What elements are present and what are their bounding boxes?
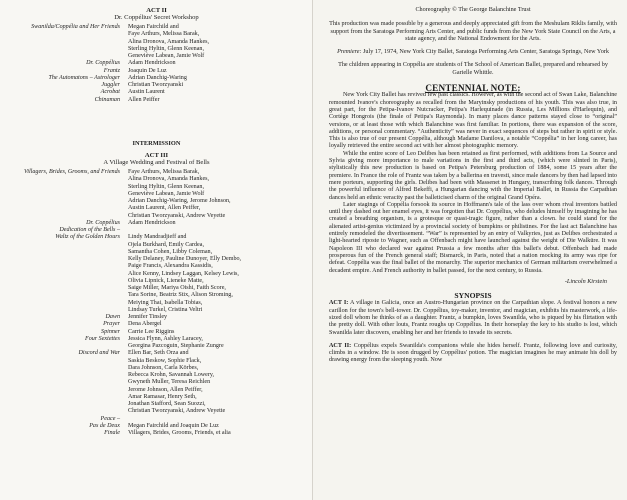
cast-row <box>0 350 313 357</box>
cast-row <box>0 379 313 386</box>
cast-row <box>0 60 313 67</box>
role-name <box>0 205 128 212</box>
role-name: Dr. Coppélius <box>86 60 120 67</box>
cast-row <box>0 307 313 314</box>
role-name: Dedication of the Bells – <box>59 227 120 233</box>
role-name <box>0 292 128 299</box>
cast-names: Dara Johnson, Carla Körbes, <box>128 364 199 371</box>
cast-names: Christian Tworzyanski, Andrew Veyette <box>128 408 226 415</box>
cast-names: Sterling Hyltin, Glenn Keenan, <box>128 45 204 52</box>
cast-row <box>0 31 313 38</box>
role-name <box>0 408 128 415</box>
cast-names: Adam Hendrickson <box>128 219 176 226</box>
role-name <box>0 300 128 307</box>
cast-names: Amar Ramasar, Henry Seth, <box>128 393 197 400</box>
role-name <box>0 39 128 46</box>
cast-names: Ellen Bar, Seth Orza and <box>128 350 189 357</box>
funding-note: This production was made possible by a generous and deeply appreciated gift from the Meshulam Riklis family, with support from the Saratoga Performing Arts Center, and public funds from the New York State Council on the Arts, a state agency, and the National Endowment for the Arts. <box>329 21 617 42</box>
cast-row <box>0 416 313 423</box>
cast-row <box>0 314 313 321</box>
role-name: Four Sextettes <box>84 335 120 342</box>
synopsis-act2-text: Coppélius expels Swanilda's companions while she hides herself. Frantz, following love and curiosity, climbs in a window. He is soon drugged by Coppélius' potion. The magician imagines he may animate his doll by drawing energy from the sleeping youth. Now <box>329 342 617 364</box>
cast-row <box>0 387 313 394</box>
cast-names: Lindy Mandradjieff and <box>128 234 187 241</box>
role-name <box>0 53 128 60</box>
role-name <box>0 249 128 256</box>
choreography-credit: Choreography © The George Balanchine Trust <box>415 7 531 13</box>
role-name: Acrobat <box>100 89 120 96</box>
role-name: Frantz <box>103 67 120 74</box>
cast-names: Meiying Thai, Isabella Tobias, <box>128 299 203 306</box>
premiere-note <box>329 49 617 56</box>
role-name: The Automatons – Astrologer <box>48 74 120 81</box>
cast-names: Rebecca Krohn, Savannah Lowery, <box>128 372 215 378</box>
cast-names: Georgina Pazcoguin, Stephanie Zungre <box>128 343 224 349</box>
cast-row <box>0 358 313 365</box>
role-name: Dawn <box>105 314 120 320</box>
synopsis-act1 <box>329 300 617 336</box>
role-name <box>0 256 128 263</box>
synopsis-act2-label: ACT II: <box>329 342 352 349</box>
centennial-paragraph-2: While the entire score of Leo Delibes has been retained as first performed, with additions from La Source and Sylvia giving more importance to male variations in the first and third acts, (which were slinted in Paris), stylistically this new production is based on Petipa's Petersburg production of 1884, some 15 years after the premiere. In France the role of Frantz was taken by a ballerina en travesti, since male dancers by then had lapsed into mere porteurs, supporting the girls. Delibes had been with Massenet in Hungary, transcribing folk dances. Through the powerful influence of Alfred Bekeffi, a Hungarian dancing with the Imperial Ballet, in Russia the Carpathian dances held an ethnic veracity past the balleticised charm of the original Grand Opéra. <box>329 150 617 201</box>
role-name: Peace – <box>100 415 120 422</box>
cast-row <box>0 220 313 227</box>
role-name: Discord and War <box>78 350 120 357</box>
cast-row <box>0 256 313 263</box>
cast-names: Adam Hendrickson <box>128 60 176 67</box>
cast-row <box>0 39 313 46</box>
cast-names: Lindsay Turkel, Cristina Veltri <box>128 306 203 313</box>
role-name <box>0 401 128 408</box>
cast-row <box>0 205 313 212</box>
cast-names: Jennifer Tinsley <box>128 314 168 320</box>
act3-heading <box>0 152 313 167</box>
synopsis-act2 <box>329 343 617 365</box>
role-name: Swanilda/Coppélia and Her Friends <box>31 24 120 30</box>
cast-names: Tara Sorine, Beatriz Stix, Alison Stroming, <box>128 292 233 299</box>
cast-row <box>0 394 313 401</box>
act3-subtitle: A Village Wedding and Festival of Bells <box>103 159 210 167</box>
cast-row <box>0 336 313 343</box>
role-name <box>0 31 128 38</box>
cast-names: Faye Arthurs, Melissa Barak, <box>128 31 200 38</box>
cast-row <box>0 191 313 198</box>
cast-names: Christian Tworzyanski <box>128 82 184 88</box>
cast-names: Geneviève Labean, Jamie Wolf <box>128 190 205 197</box>
role-name <box>0 394 128 401</box>
cast-row <box>0 89 313 96</box>
cast-names: Paige Francis, Alexandra Kassidis, <box>128 263 213 270</box>
centennial-title: CENTENNIAL NOTE: <box>425 83 521 94</box>
cast-names: Alice Kenny, Lindsey Laggan, Kelsey Lewis, <box>128 270 239 277</box>
cast-names: Megan Fairchild and Joaquin De Luz <box>128 422 219 429</box>
role-name <box>0 307 128 314</box>
cast-row <box>0 213 313 220</box>
act2-cast-list <box>0 24 313 104</box>
cast-row <box>0 285 313 292</box>
cast-names: Christian Tworzyanski, Andrew Veyette <box>128 212 226 219</box>
cast-names: Adrian Danchig-Waring <box>128 74 187 81</box>
role-name <box>0 358 128 365</box>
cast-names: Jessica Flynn, Ashley Laracey, <box>128 335 203 342</box>
cast-row <box>0 169 313 176</box>
role-name <box>0 379 128 386</box>
role-name: Villagers, Brides, Grooms, and Friends <box>24 169 120 175</box>
role-name: Waltz of the Golden Hours <box>55 234 120 241</box>
cast-row <box>0 365 313 372</box>
synopsis-act1-label: ACT I: <box>329 300 349 307</box>
act2-subtitle: Dr. Coppélius' Secret Workshop <box>114 14 199 22</box>
role-name <box>0 343 128 350</box>
cast-row <box>0 278 313 285</box>
cast-names: Austin Laurent <box>128 89 165 96</box>
cast-row <box>0 271 313 278</box>
cast-names: Alina Dronova, Amanda Hankes, <box>128 176 210 183</box>
role-name <box>0 285 128 292</box>
act3-title: ACT III <box>144 152 169 159</box>
signature: -Lincoln Kirstein <box>564 278 607 285</box>
cast-names: Kelly Delaney, Pauline Dunoyer, Elly Dembo, <box>128 256 242 262</box>
role-name: Chinaman <box>94 96 120 103</box>
role-name <box>0 198 128 205</box>
role-name: Pas de Deux <box>89 422 120 429</box>
role-name: Juggler <box>101 82 120 88</box>
cast-row <box>0 292 313 299</box>
cast-names: Faye Arthurs, Melissa Barak, <box>128 169 200 175</box>
cast-names: Ojela Burkhard, Emily Cardea, <box>128 241 204 248</box>
cast-names: Gwyneth Muller, Teresa Reichlen <box>128 379 211 386</box>
cast-names: Dena Abergel <box>128 321 162 328</box>
cast-names: Olivia Lipnick, Lieneke Matte, <box>128 277 204 284</box>
cast-names: Austin Laurent, Allen Peiffer, <box>128 205 201 212</box>
cast-row <box>0 97 313 104</box>
cast-row <box>0 249 313 256</box>
cast-names: Carrie Lee Riggins <box>128 328 175 335</box>
cast-names: Sterling Hyltin, Glenn Keenan, <box>128 183 204 190</box>
role-name <box>0 46 128 53</box>
left-page <box>0 0 313 500</box>
premiere-text: July 17, 1974, New York City Ballet, Saratoga Performing Arts Center, Saratoga Springs, New York <box>363 49 609 56</box>
cast-row <box>0 75 313 82</box>
cast-row <box>0 184 313 191</box>
act2-title: ACT II <box>146 7 167 14</box>
role-name <box>0 176 128 183</box>
synopsis-act1-text: A village in Galicia, once an Austro-Hungarian province on the Carpathian slope. A festival honors a new carillon for the town's bell-tower. Dr. Coppélius, toy-maker, inventor, and magician, exhibits his masterwork, a life-sized doll whom he thinks of as a daughter. Frantz, a bumpkin, loves Swanilda, who is piqued by his flirtation with the pretty doll. With other louts, Frantz roughs up Coppélius. In their horseplay the key to his studio is lost, which Swanilda later discovers, enabling her and her friends to invade its secrets. <box>329 300 617 336</box>
cast-row <box>0 263 313 270</box>
role-name: Finale <box>104 430 120 436</box>
intermission-label: INTERMISSION <box>132 140 181 147</box>
cast-names: Saskia Beskow, Sophie Flack, <box>128 357 202 364</box>
cast-row <box>0 408 313 415</box>
premiere-label: Premiere: <box>337 49 362 56</box>
role-name <box>0 184 128 191</box>
role-name <box>0 271 128 278</box>
cast-row <box>0 68 313 75</box>
act2-heading <box>0 7 313 22</box>
cast-names: Alina Dronova, Amanda Hankes, <box>128 38 210 45</box>
synopsis-title: SYNOPSIS <box>454 291 492 301</box>
cast-names: Geneviève Labean, Jamie Wolf <box>128 53 205 59</box>
centennial-paragraph-3: Later stagings of Coppélia forsook its source in Hoffmann's tale of the lass over whom rival inventors battled until they dashed out her enamel eyes, it was forgotten that Dr. Coppélius, who deludes himself by imagining he has created a breathing organism, is a grotesque or quasi-tragic figure, rather than a clown. he could stand for the alienated artist-genius victimized by a provincial society of bumpkins or philistines. For the last act Balanchine has entirely remodeled the divertissement. “War” is represented by an entry of Valkyries, just as Delibes orchestrated a light-hearted riposte to Wagner, such as Offenbach might have launched against the weight of Die Walküre. It was Napoleon III who declared war against Prussia a few months after this ballet's debut. Offenbach had made prosperous fun of the French general staff; Bismarck, in Paris, noted that a nation mocking its army was ripe for defeat. Coppélia was the final ballet of the monarchy. The superior mechanics of German militarism overwhelmed a decadent empire. And French authority in ballet passed, for the next century, to Russia. <box>329 201 617 274</box>
role-name <box>0 387 128 394</box>
cast-row <box>0 329 313 336</box>
cast-row <box>0 372 313 379</box>
cast-names: Megan Fairchild and <box>128 24 179 30</box>
role-name: Prayer <box>103 321 120 328</box>
role-name <box>0 242 128 249</box>
cast-row <box>0 24 313 31</box>
cast-row <box>0 430 313 437</box>
cast-row <box>0 321 313 328</box>
cast-row <box>0 176 313 183</box>
cast-row <box>0 343 313 350</box>
cast-row <box>0 46 313 53</box>
cast-names: Villagers, Brides, Grooms, Friends, et alia <box>128 430 231 436</box>
centennial-paragraph-1: New York City Ballet has revived few past classics. However, as with the second act of Swan Lake, Balanchine remounted Ivanov's choreography as recalled from the Maryinsky productions of his youth. This was also true, in great part, for the Petipa-Ivanov Nutcracker, Petipa's Harlequinade (in Russia, Les Millions d'Harlequin), and Cortège Hongrois (the finale of Petipa's Raymonda). In many places dance patterns stayed close to “original” versions, or at least those with which Balanchine was first familiar. In portions, there was expansion of the score, additions, or personal commentary. “Authenticity” was never in exact sequences of steps but rather in spirit or style. This is also true of our present Coppélia, although Madame Danilova, a notable “Coppélia” in her long career, has loyally retrieved the entire second act with her almost photographic memory. <box>329 92 617 150</box>
role-name: Dr. Coppélius <box>86 219 120 226</box>
role-name <box>0 365 128 372</box>
cast-names: Saige Miller, Mariya Oishi, Faith Score, <box>128 285 226 291</box>
cast-row <box>0 242 313 249</box>
cast-names: Joaquin De Luz <box>128 67 167 74</box>
cast-row <box>0 300 313 307</box>
role-name <box>0 278 128 285</box>
cast-names: Samantha Cohen, Libby Coleman, <box>128 248 213 255</box>
cast-names: Jerome Johnson, Allen Peiffer, <box>128 386 203 393</box>
cast-row <box>0 401 313 408</box>
cast-names <box>128 416 313 423</box>
cast-row <box>0 423 313 430</box>
cast-names: Adrian Danchig-Waring, Jerome Johnson, <box>128 198 231 204</box>
children-note: The children appearing in Coppélia are students of The School of American Ballet, prepared and rehearsed by Garielle Whittle. <box>338 62 608 76</box>
role-name <box>0 213 128 220</box>
cast-row <box>0 82 313 89</box>
cast-row <box>0 53 313 60</box>
cast-names: Jonathan Stafford, Sean Suozzi, <box>128 401 206 407</box>
cast-names: Allen Peiffer <box>128 96 160 103</box>
role-name <box>0 263 128 270</box>
role-name: Spinner <box>101 328 120 335</box>
right-page <box>313 0 627 500</box>
role-name <box>0 191 128 198</box>
act3-cast-list <box>0 169 313 437</box>
role-name <box>0 372 128 379</box>
cast-row <box>0 234 313 241</box>
